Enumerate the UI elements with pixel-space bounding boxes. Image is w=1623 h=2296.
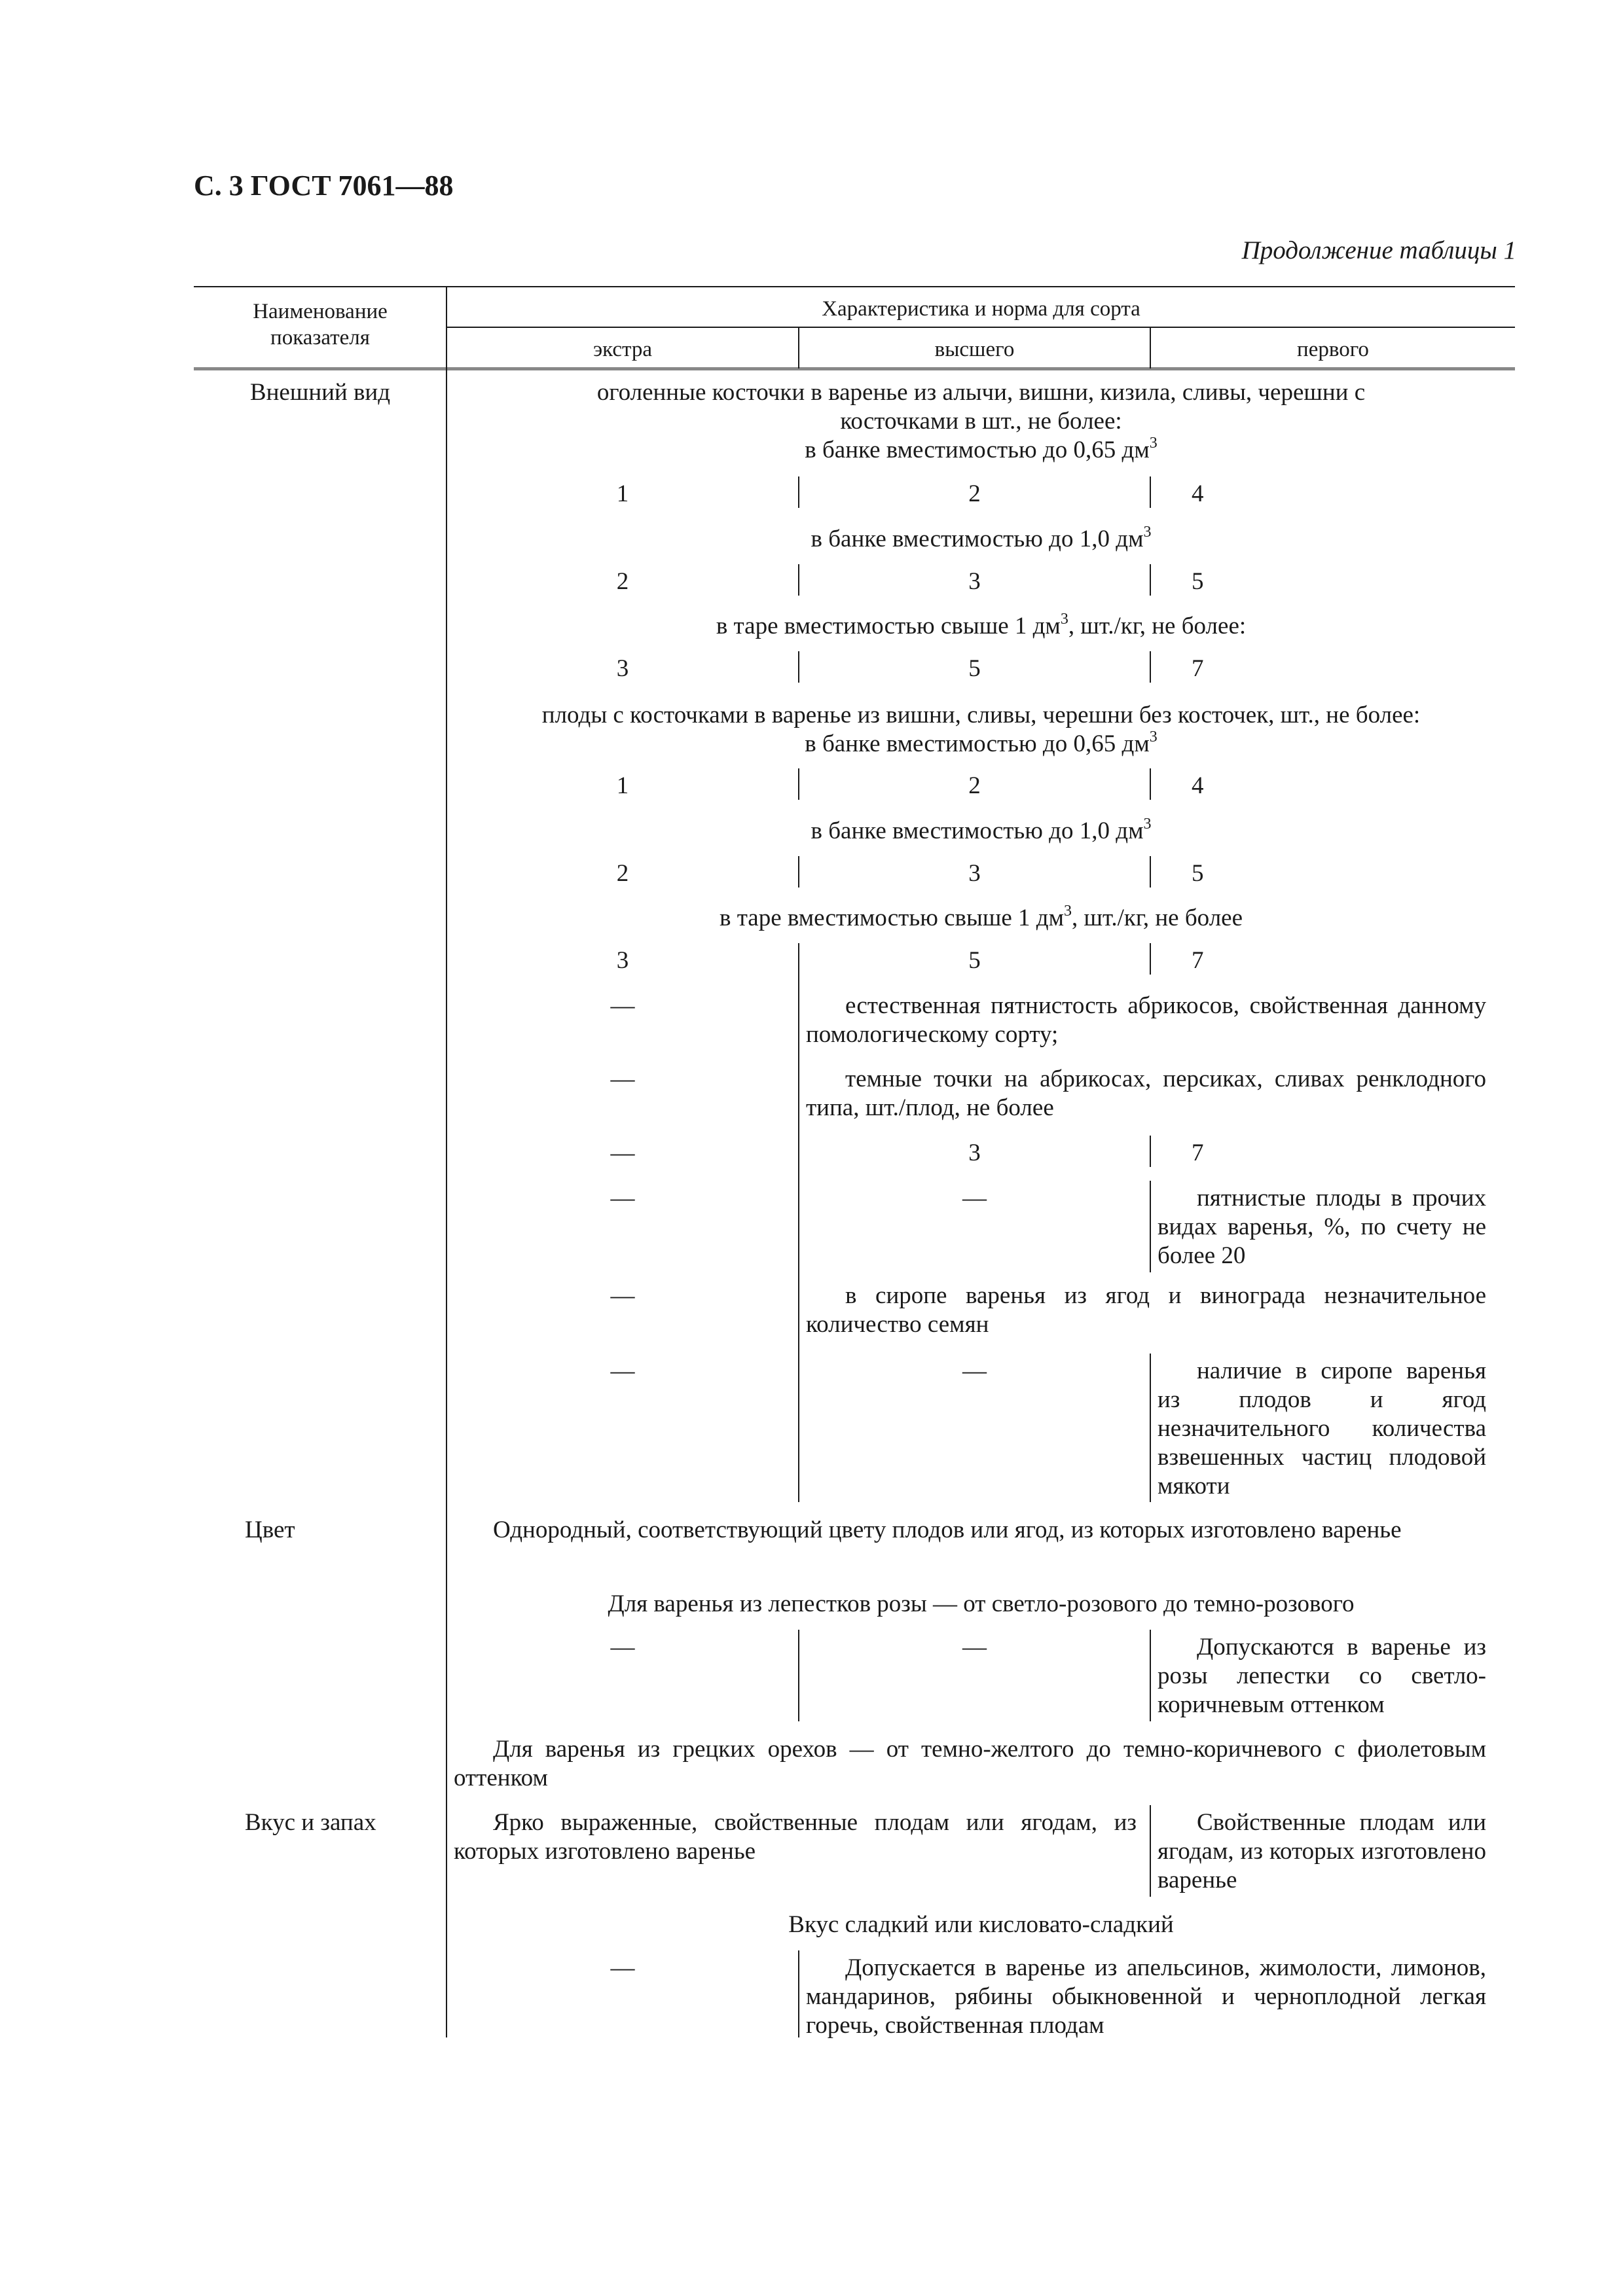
fruits-jar-10-text: в банке вместимостью до 1,0 дм (811, 817, 1144, 844)
row-name-appearance: Внешний вид (249, 379, 391, 406)
col-header-highest: высшего (934, 338, 1015, 361)
jar-065-sup: 3 (1149, 434, 1158, 452)
spotting-extra-dash: — (610, 992, 635, 1019)
taste-first-text: Свойственные плодам или ягодам, из которых изготовлено варенье (1158, 1809, 1486, 1893)
table-top-rule (194, 286, 1515, 287)
row-name-color: Цвет (245, 1516, 295, 1543)
color-walnut-text: Для варенья из грецких орехов — от темно-желтого до темно-коричневого с фиолетовым оттенком (454, 1736, 1486, 1791)
dark-spots-extra-dash: — (610, 1066, 635, 1092)
taste-bitter-text: Допускается в варенье из апельсинов, жимолости, лимонов, мандаринов, рябины обыкновенной и черноплодной легкая горечь, свойственная плодам (806, 1954, 1486, 2039)
fruits-jar-10-label (447, 817, 1515, 846)
pits-jar065-extra: 1 (616, 480, 629, 507)
cell-divider (1150, 564, 1151, 596)
jar-10-label (447, 525, 1515, 554)
color-divider-2 (1150, 1630, 1151, 1721)
col-divider-highest-first-c (1150, 1181, 1151, 1272)
dark-spots-first: 7 (1192, 1139, 1204, 1166)
fruits-tare-text: в таре вместимостью свыше 1 дм (719, 905, 1064, 931)
pits-tare-highest: 5 (968, 655, 981, 682)
pits-jar10-first: 5 (1192, 568, 1204, 595)
taste-sweet-text: Вкус сладкий или кисловато-сладкий (788, 1911, 1174, 1938)
pits-jar10-highest: 3 (968, 568, 981, 595)
spotted-highest-dash: — (962, 1185, 987, 1211)
fruits-tare-first: 7 (1192, 947, 1204, 974)
tare-label-a (447, 612, 1515, 641)
pits-jar065-first: 4 (1192, 480, 1204, 507)
color-uniform-text: Однородный, соответствующий цвету плодов или ягод, из которых изготовлено варенье (493, 1516, 1402, 1543)
fruits-jar-065-sup: 3 (1149, 728, 1158, 745)
taste-bright-text: Ярко выраженные, свойственные плодам или ягодам, из которых изготовлено варенье (454, 1809, 1137, 1865)
table-continuation-label: Продолжение таблицы 1 (1241, 236, 1516, 264)
particles-text: наличие в сиропе варенья из плодов и ягод незначительного количества взвешенных частиц плодовой мякоти (1158, 1357, 1486, 1499)
fruits-tare-label (447, 904, 1515, 933)
dark-spots-text: темные точки на абрикосах, персиках, сливах ренклодного типа, шт./плод, не более (806, 1066, 1486, 1121)
seeds-extra-dash: — (610, 1282, 635, 1309)
col-header-indicator-line1: Наименование (253, 300, 388, 323)
fruits-tare-suffix: , шт./кг, не более (1072, 905, 1243, 931)
jar-065-text: в банке вместимостью до 0,65 дм (805, 437, 1150, 463)
tare-suffix: , шт./кг, не более: (1068, 613, 1247, 639)
col-header-group: Характеристика и норма для сорта (822, 297, 1140, 321)
jar-065-label (447, 436, 1515, 465)
particles-extra-dash: — (610, 1357, 635, 1384)
col-header-extra: экстра (593, 338, 652, 361)
page-header: С. 3 ГОСТ 7061—88 (194, 170, 454, 202)
cell-divider (1150, 768, 1151, 800)
fruits-jar10-highest: 3 (968, 860, 981, 887)
col-divider-highest-first-b (1150, 1136, 1151, 1167)
fruits-jar065-extra: 1 (616, 772, 629, 799)
dark-spots-extra: — (610, 1139, 635, 1166)
cell-divider (1150, 856, 1151, 888)
col-header-indicator (194, 298, 447, 351)
fruits-jar-10-sup: 3 (1143, 815, 1152, 833)
pits-jar065-highest: 2 (968, 480, 981, 507)
fruits-jar-065-text: в банке вместимостью до 0,65 дм (805, 730, 1150, 757)
fruits-title: плоды с косточками в варенье из вишни, сливы, черешни без косточек, шт., не более: (541, 702, 1421, 728)
col-divider-extra-highest (798, 943, 799, 1502)
fruits-jar10-first: 5 (1192, 860, 1204, 887)
col-divider-highest-first-a (1150, 943, 1151, 975)
fruits-jar065-first: 4 (1192, 772, 1204, 799)
particles-highest-dash: — (962, 1357, 987, 1384)
group-header-rule (447, 327, 1515, 328)
col-header-indicator-line2: показателя (270, 326, 370, 350)
taste-divider-extra (798, 1950, 799, 2037)
spotted-extra-dash: — (610, 1185, 635, 1211)
col-header-first: первого (1297, 338, 1369, 361)
spotted-fruits-text: пятнистые плоды в прочих видах варенья, %, по счету не более 20 (1158, 1185, 1486, 1269)
pits-title-line2: косточками в шт., не более: (840, 408, 1122, 435)
taste-divider-first (1150, 1805, 1151, 1897)
fruits-jar-065-label (447, 730, 1515, 759)
fruits-jar10-extra: 2 (616, 860, 629, 887)
fruits-tare-highest: 5 (968, 947, 981, 974)
cell-divider (1150, 651, 1151, 683)
fruits-tare-extra: 3 (616, 947, 629, 974)
spotting-text: естественная пятнистость абрикосов, свойственная данному помологическому сорту; (806, 992, 1486, 1048)
fruits-jar065-highest: 2 (968, 772, 981, 799)
seeds-text: в сиропе варенья из ягод и винограда незначительное количество семян (806, 1282, 1486, 1338)
col-divider-highest-first-d (1150, 1354, 1151, 1502)
taste-bitter-extra-dash: — (610, 1954, 635, 1981)
fruits-tare-sup: 3 (1064, 902, 1072, 920)
tare-text: в таре вместимостью свыше 1 дм (716, 613, 1061, 639)
color-rose-first-text: Допускаются в варенье из розы лепестки со светло-коричневым оттенком (1158, 1634, 1486, 1718)
cell-divider (1150, 476, 1151, 508)
header-bottom-rule (194, 367, 1515, 370)
jar-10-text: в банке вместимостью до 1,0 дм (811, 526, 1144, 552)
color-rose-text: Для варенья из лепестков розы — от светло-розового до темно-розового (608, 1590, 1355, 1617)
pits-title-line1: оголенные косточки в варенье из алычи, вишни, кизила, сливы, черешни с (596, 379, 1366, 406)
tare-sup: 3 (1060, 610, 1068, 628)
pits-jar10-extra: 2 (616, 568, 629, 595)
dark-spots-highest: 3 (968, 1139, 981, 1166)
pits-tare-extra: 3 (616, 655, 629, 682)
row-name-taste: Вкус и запах (245, 1809, 376, 1836)
color-rose-highest-dash: — (962, 1634, 987, 1660)
pits-tare-first: 7 (1192, 655, 1204, 682)
jar-10-sup: 3 (1143, 523, 1152, 541)
color-rose-extra-dash: — (610, 1634, 635, 1660)
